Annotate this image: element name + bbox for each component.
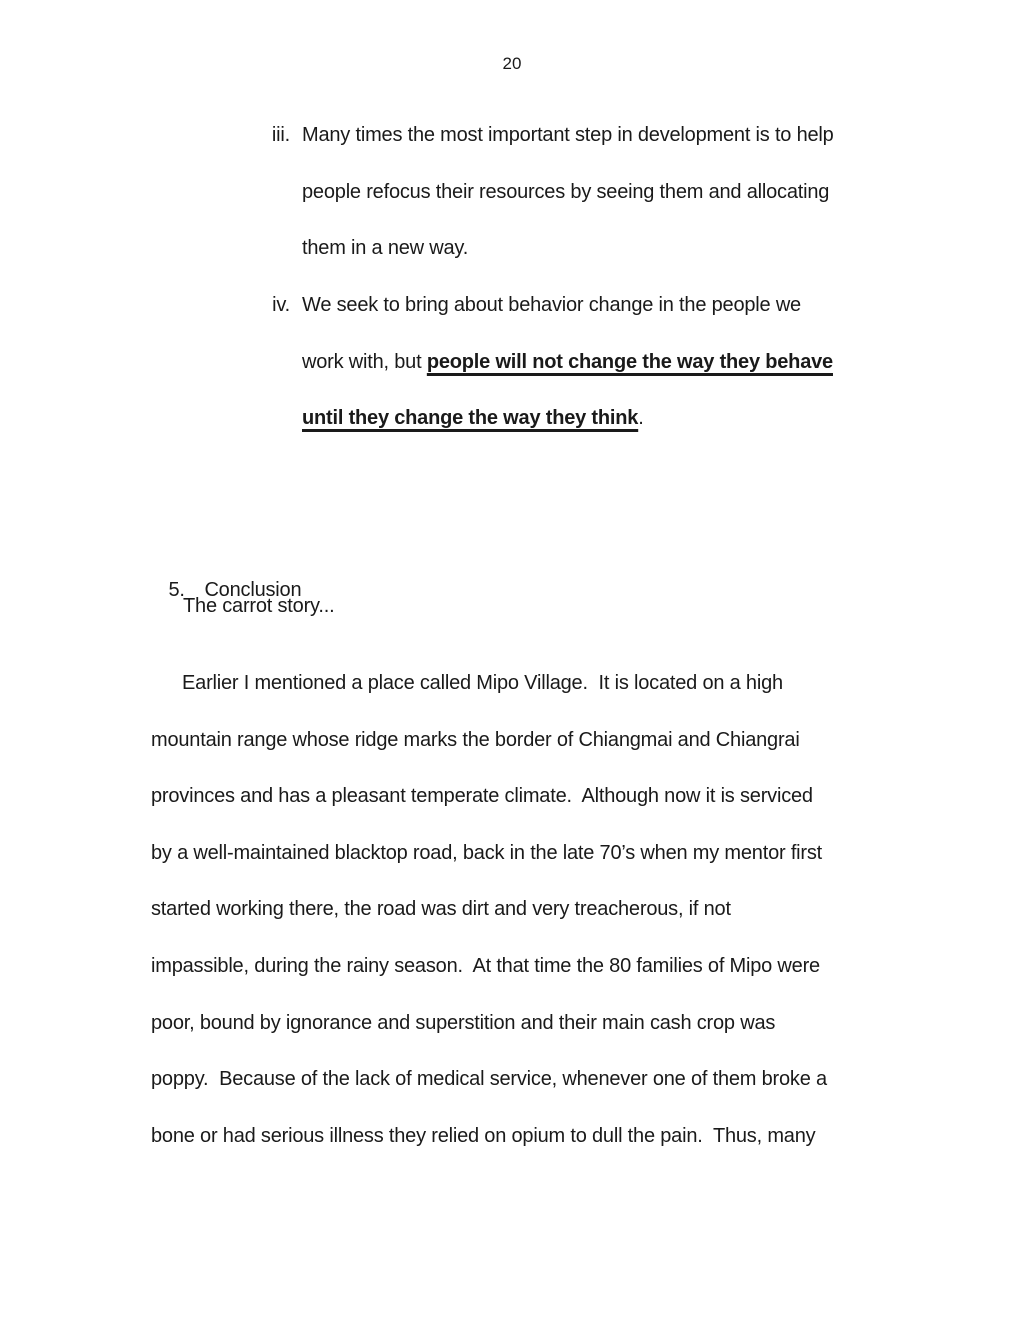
list-item-iii [302,107,834,277]
list-iv-line-1: We seek to bring about behavior change in the people we [302,294,801,316]
intro-line: The carrot story... [183,595,335,617]
paragraph-line-5: started working there, the road was dirt and very treacherous, if not [151,898,731,921]
page-number: 20 [502,54,522,73]
list-iv-line-3-suffix: . [638,407,644,430]
paragraph-line-7: poor, bound by ignorance and superstition and their main cash crop was [151,1011,776,1034]
paragraph-line-6: impassible, during the rainy season. At that time the 80 families of Mipo were [151,954,820,977]
section-number: 5. [168,578,185,601]
list-iv-line-2-emphasis: people will not change the way they behave [426,350,833,373]
paragraph-line-9: bone or had serious illness they relied on opium to dull the pain. Thus, many [151,1124,816,1147]
list-item-iv [302,277,833,447]
paragraph-line-8: poppy. Because of the lack of medical service, whenever one of them broke a [151,1068,827,1091]
list-iv-line-3 [302,390,833,447]
list-marker-iii: iii. [271,124,290,146]
list-iii-line-3: them in a new way. [302,237,469,260]
paragraph-line-3: provinces and has a pleasant temperate climate. Although now it is serviced [151,785,813,808]
section-title: Conclusion [204,578,302,601]
paragraph-line-2: mountain range whose ridge marks the border of Chiangmai and Chiangrai [151,728,800,751]
list-iv-line-2 [302,334,833,391]
list-iii-line-2: people refocus their resources by seeing them and allocating [302,180,830,203]
list-marker-iv: iv. [272,294,290,316]
list-iv-line-3-emphasis: until they change the way they think [302,407,639,430]
body-paragraph [151,655,827,1164]
list-iii-line-1: Many times the most important step in development is to help [302,124,834,146]
list-iv-line-2-prefix: work with, but [302,350,427,373]
paragraph-line-1: Earlier I mentioned a place called Mipo Village. It is located on a high [182,672,783,694]
paragraph-line-4: by a well-maintained blacktop road, back in the late 70’s when my mentor first [151,841,823,864]
